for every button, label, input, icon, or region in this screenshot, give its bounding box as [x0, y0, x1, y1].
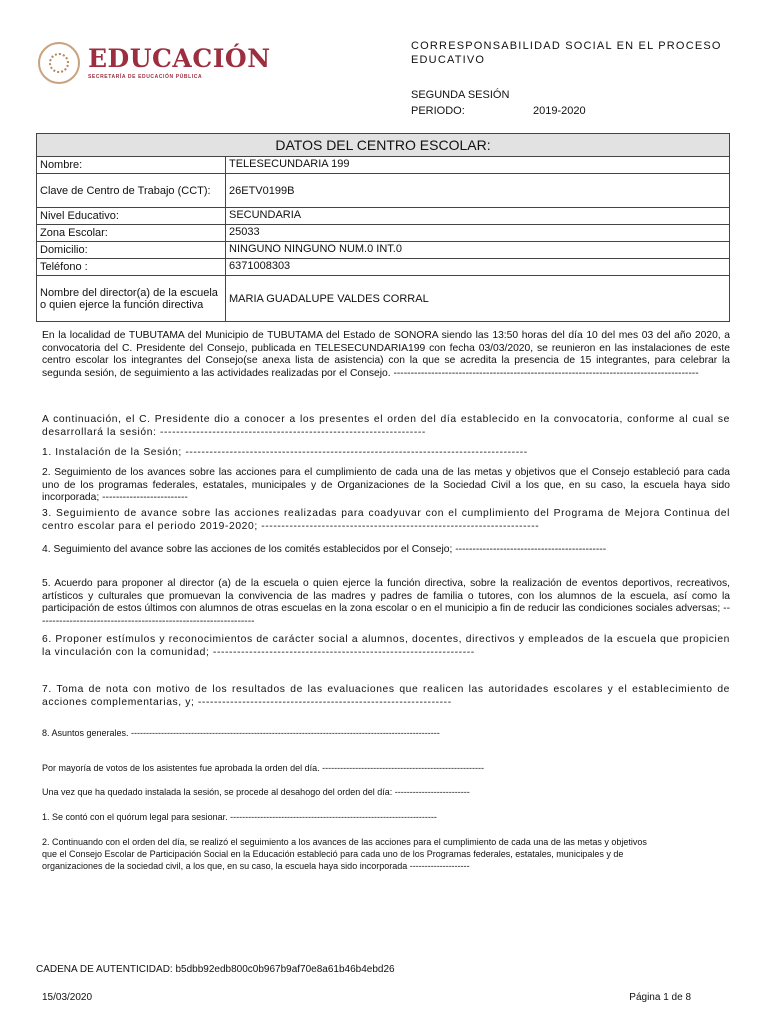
period-label: PERIODO:: [411, 105, 465, 117]
label-zona: Zona Escolar:: [37, 225, 226, 242]
agenda-item-8: 8. Asuntos generales. -------------------------------------------------------------------------------------------------------: [42, 728, 440, 738]
sep-logo: [38, 42, 271, 84]
logo-subtitle: SECRETARÍA DE EDUCACIÓN PÚBLICA: [88, 74, 203, 80]
label-director: Nombre del director(a) de la escuela o quien ejerce la función directiva: [37, 276, 226, 322]
installed-paragraph: Una vez que ha quedado instalada la sesión, se procede al desahogo del orden del día: -------------------------: [42, 787, 470, 797]
continuation-paragraph: 2. Continuando con el orden del día, se realizó el seguimiento a los avances de las acciones para el cumplimiento de cada una de las metas y objetivos que el Consejo Escolar de Participación Social en la Educación estableció para cada uno de los Programas federales, estatales, municipales y de organizaciones de la sociedad civil, a los que, en su caso, la escuela haya sido incorporada --------------------: [42, 837, 647, 871]
session-label: SEGUNDA SESIÓN: [411, 89, 510, 101]
value-telefono: 6371008303: [226, 259, 730, 276]
mexico-seal-icon: [38, 42, 80, 84]
value-director: MARIA GUADALUPE VALDES CORRAL: [226, 276, 730, 322]
label-cct: Clave de Centro de Trabajo (CCT):: [37, 174, 226, 208]
school-data-table: [36, 133, 730, 322]
quorum-paragraph: 1. Se contó con el quórum legal para sesionar. ---------------------------------------------------------------------: [42, 812, 437, 822]
value-zona: 25033: [226, 225, 730, 242]
agenda-item-5: 5. Acuerdo para proponer al director (a) de la escuela o quien ejerce la función directiva, sobre la realización de eventos deportivos, recreativos, artísticos y culturales que promuevan la convivencia de las madres y padres de familia o tutores, con los alumnos de la escuela, así como la participación de estos últimos con alumnos de otras escuelas en la zona escolar o en el municipio a fin de reducir las condiciones sociales adversas; ----------------------------------------------------------------: [42, 578, 730, 627]
doc-title-line2: EDUCATIVO: [411, 54, 486, 66]
logo-text: EDUCACIÓN: [88, 44, 271, 73]
period-value: 2019-2020: [533, 105, 586, 117]
agenda-item-2: 2. Seguimiento de los avances sobre las acciones para el cumplimiento de cada una de las metas y objetivos que el Consejo estableció para cada uno de los programas federales, estatales, municipales y de Organizaciones de la Sociedad Civil a los que, en su caso, la escuela haya sido incorporada; -------------------------: [42, 467, 730, 503]
label-telefono: Teléfono :: [37, 259, 226, 276]
value-domicilio: NINGUNO NINGUNO NUM.0 INT.0: [226, 242, 730, 259]
agenda-item-1: 1. Instalación de la Sesión; -------------------------------------------------------------------------------------: [42, 447, 528, 458]
value-nivel: SECUNDARIA: [226, 208, 730, 225]
label-nombre: Nombre:: [37, 157, 226, 174]
label-nivel: Nivel Educativo:: [37, 208, 226, 225]
authenticity-chain: CADENA DE AUTENTICIDAD: b5dbb92edb800c0b967b9af70e8a61b46b4ebd26: [36, 964, 395, 975]
agenda-item-3: 3. Seguimiento de avance sobre las acciones realizadas para coadyuvar con el cumplimiento del Programa de Mejora Continua del centro escolar para el periodo 2019-2020; ---------------------------------------------------------------------: [42, 508, 730, 532]
doc-title-line1: CORRESPONSABILIDAD SOCIAL EN EL PROCESO: [411, 40, 722, 52]
value-nombre: TELESECUNDARIA 199: [226, 157, 730, 174]
agenda-item-4: 4. Seguimiento del avance sobre las acciones de los comités establecidos por el Consejo; --------------------------------------------: [42, 544, 607, 555]
footer-date: 15/03/2020: [42, 992, 93, 1003]
page-number: Página 1 de 8: [629, 992, 691, 1003]
agenda-item-7: 7. Toma de nota con motivo de los resultados de las evaluaciones que realicen las autoridades escolares y el establecimiento de acciones complementarias, y; ---------------------------------------------------------------: [42, 684, 730, 708]
order-intro-paragraph: A continuación, el C. Presidente dio a conocer a los presentes el orden del día establecido en la convocatoria, conforme al cual se desarrollará la sesión: ------------------------------------------------------------------: [42, 414, 730, 438]
label-domicilio: Domicilio:: [37, 242, 226, 259]
approval-paragraph: Por mayoría de votos de los asistentes fue aprobada la orden del día. ------------------------------------------------------: [42, 763, 485, 773]
intro-paragraph: En la localidad de TUBUTAMA del Municipio de TUBUTAMA del Estado de SONORA siendo las 13:50 horas del día 10 del mes 03 del año 2020, a convocatoria del C. Presidente del Consejo, publicada en TELESECUNDARIA199 con fecha 03/03/2020, se reunieron en las instalaciones de este centro escolar los integrantes del Consejo(se anexa lista de asistencia) con la que se acredita la presencia de 15 integrantes, para celebrar la segunda sesión, de seguimiento a las actividades realizadas por el Consejo. -----------------------------------------------------------------------------------------: [42, 330, 730, 379]
value-cct: 26ETV0199B: [226, 174, 730, 208]
agenda-item-6: 6. Proponer estímulos y reconocimientos de carácter social a alumnos, docentes, directivos y empleados de la escuela que propicien la vinculación con la comunidad; -----------------------------------------------------------------: [42, 634, 730, 658]
table-title: DATOS DEL CENTRO ESCOLAR:: [37, 134, 730, 157]
